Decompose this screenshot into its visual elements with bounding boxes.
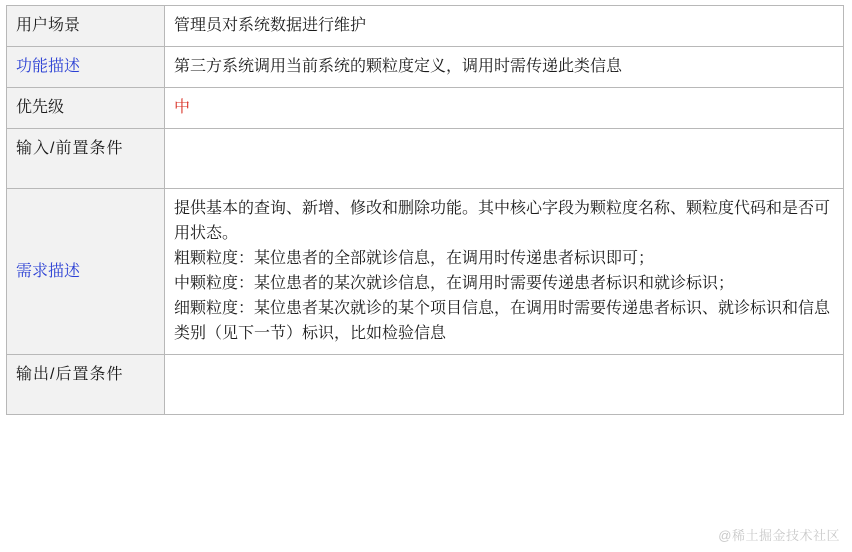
row-value-function-description bbox=[165, 47, 844, 88]
row-label-text: 用户场景 bbox=[16, 17, 81, 34]
table-row bbox=[7, 189, 844, 355]
watermark: @稀土掘金技术社区 bbox=[718, 528, 840, 543]
priority-value-text: 中 bbox=[174, 99, 191, 116]
table-body bbox=[7, 6, 844, 415]
requirement-paragraph: 提供基本的查询、新增、修改和删除功能。其中核心字段为颗粒度名称、颗粒度代码和是否可用状态。 bbox=[174, 200, 831, 242]
table-row bbox=[7, 88, 844, 129]
row-label-function-description bbox=[7, 47, 165, 88]
requirement-table bbox=[6, 5, 844, 415]
row-value-user-scenario bbox=[165, 6, 844, 47]
requirement-paragraph: 中颗粒度：某位患者的某次就诊信息，在调用时需要传递患者标识和就诊标识； bbox=[174, 275, 735, 292]
row-value-input-precondition bbox=[165, 129, 844, 189]
row-value-priority bbox=[165, 88, 844, 129]
row-label-input-precondition bbox=[7, 129, 165, 189]
row-label-text: 功能描述 bbox=[16, 58, 81, 75]
row-value-requirement-description bbox=[165, 189, 844, 355]
row-label-priority bbox=[7, 88, 165, 129]
row-value-text: 管理员对系统数据进行维护 bbox=[174, 17, 367, 34]
requirement-paragraph: 粗颗粒度：某位患者的全部就诊信息，在调用时传递患者标识即可； bbox=[174, 250, 655, 267]
table-row bbox=[7, 47, 844, 88]
table-row bbox=[7, 355, 844, 415]
table-row bbox=[7, 6, 844, 47]
row-value-text: 第三方系统调用当前系统的颗粒度定义，调用时需传递此类信息 bbox=[174, 58, 623, 75]
table-row bbox=[7, 129, 844, 189]
row-label-text: 输入/前置条件 bbox=[16, 140, 124, 157]
row-label-text: 输出/后置条件 bbox=[16, 366, 124, 383]
requirement-paragraph: 细颗粒度：某位患者某次就诊的某个项目信息，在调用时需要传递患者标识、就诊标识和信息类别（见下一节）标识，比如检验信息 bbox=[174, 300, 831, 342]
row-label-output-postcondition bbox=[7, 355, 165, 415]
row-label-user-scenario bbox=[7, 6, 165, 47]
row-label-requirement-description bbox=[7, 189, 165, 355]
row-label-text: 需求描述 bbox=[16, 262, 81, 280]
row-value-output-postcondition bbox=[165, 355, 844, 415]
row-label-text: 优先级 bbox=[16, 99, 65, 116]
